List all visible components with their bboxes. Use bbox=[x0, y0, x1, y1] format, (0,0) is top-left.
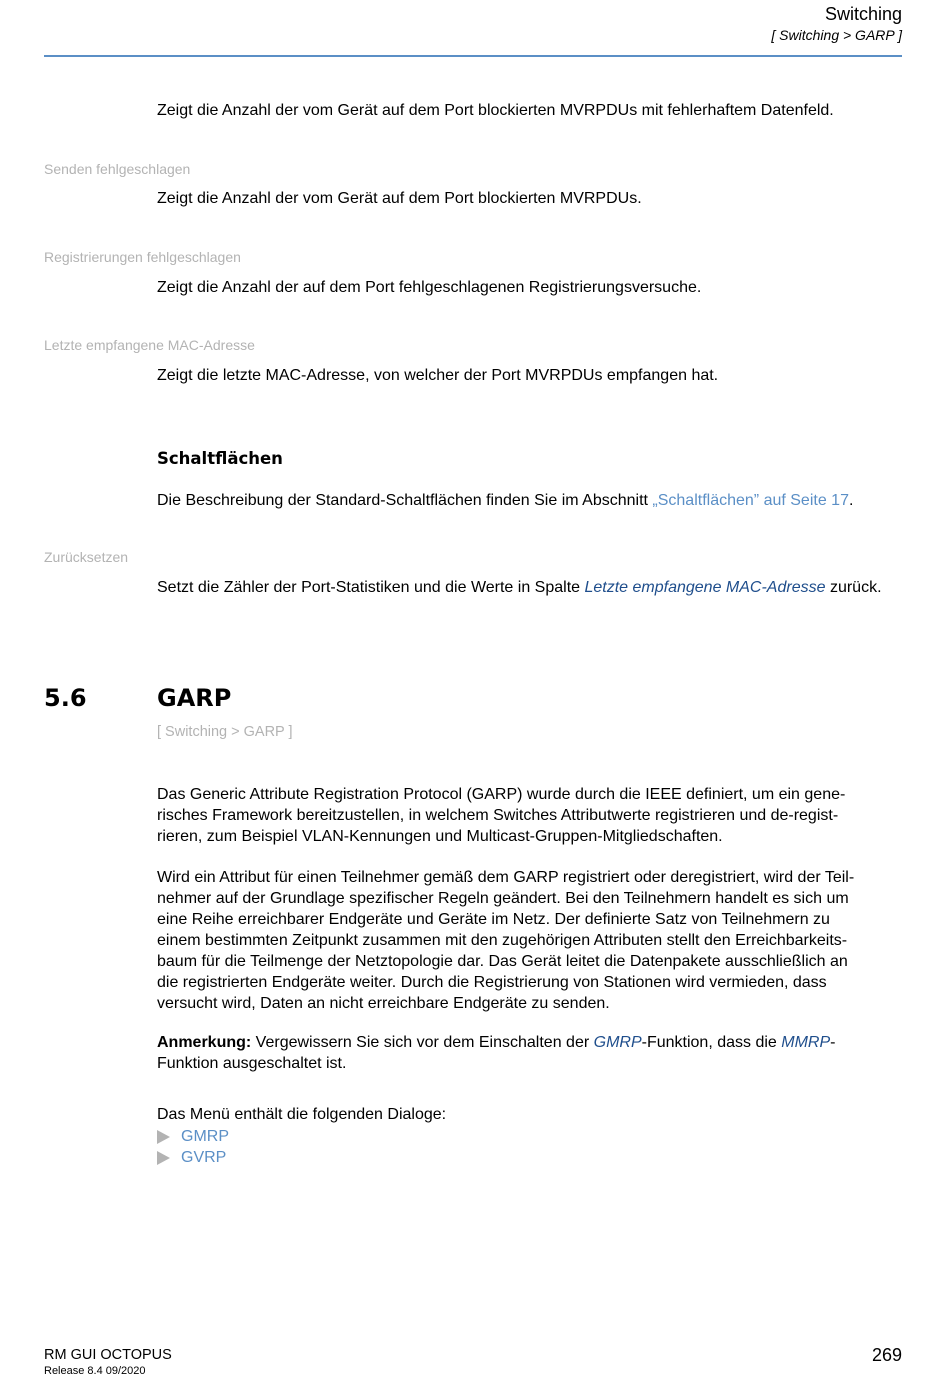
note bbox=[157, 1032, 905, 1074]
reset-description bbox=[157, 577, 905, 598]
note-line bbox=[157, 1032, 905, 1053]
entry-term: Letzte empfangene MAC-Adresse bbox=[44, 337, 255, 353]
reset-text-end: zurück. bbox=[825, 579, 882, 596]
paragraph-line: baum für die Teilmenge der Netztopologie dar. Das Gerät leitet die Datenpakete ausschließlich an bbox=[157, 953, 848, 970]
paragraph-line: einem bestimmten Zeitpunkt zusammen mit den zugehörigen Attributen stellt den Erreichbarkeits- bbox=[157, 932, 848, 949]
paragraph-line: Das Generic Attribute Registration Protocol (GARP) wurde durch die IEEE definiert, um ein gene- bbox=[157, 786, 846, 803]
buttons-text-end: . bbox=[848, 492, 854, 509]
footer-release: Release 8.4 09/2020 bbox=[44, 1365, 146, 1377]
paragraph-line: die registrierten Endgeräte weiter. Durch die Registrierung von Stationen wird vermieden, dass bbox=[157, 974, 827, 991]
triangle-bullet-icon bbox=[157, 1151, 170, 1165]
paragraph-line: nehmer auf der Grundlage spezifischer Regeln geändert. Bei den Teilnehmern handelt es sich um bbox=[157, 890, 849, 907]
entry-term: Senden fehlgeschlagen bbox=[44, 161, 191, 177]
paragraph-line: versucht wird, Daten an nicht erreichbare Endgeräte zu senden. bbox=[157, 995, 610, 1012]
entry-term: Registrierungen fehlgeschlagen bbox=[44, 249, 241, 265]
buttons-description bbox=[157, 490, 905, 511]
header-divider bbox=[44, 55, 902, 57]
paragraph-garp-intro bbox=[157, 784, 905, 847]
note-text: -Funktion, dass die bbox=[641, 1034, 782, 1051]
entry-description: Zeigt die Anzahl der auf dem Port fehlgeschlagenen Registrierungsversuche. bbox=[157, 279, 702, 296]
note-line: Funktion ausgeschaltet ist. bbox=[157, 1055, 347, 1072]
paragraph-line: eine Reihe erreichbarer Endgeräte und Geräte im Netz. Der definierte Satz von Teilnehmern zu bbox=[157, 911, 830, 928]
paragraph-line: risches Framework bereitzustellen, in welchem Switches Attributwerte registrieren und de-regist- bbox=[157, 807, 839, 824]
dialog-link-gvrp[interactable] bbox=[157, 1147, 229, 1168]
dialog-link-gmrp[interactable] bbox=[157, 1126, 229, 1147]
mac-address-column-link[interactable]: Letzte empfangene MAC-Adresse bbox=[584, 579, 826, 596]
footer-product: RM GUI OCTOPUS bbox=[44, 1347, 172, 1363]
buttons-page-link[interactable]: „Schaltflächen” auf Seite 17 bbox=[652, 492, 849, 509]
section-number: 5.6 bbox=[44, 684, 87, 712]
paragraph-garp-participants bbox=[157, 867, 905, 1014]
buttons-text: Die Beschreibung der Standard-Schaltflächen finden Sie im Abschnitt bbox=[157, 492, 653, 509]
entry-description: Zeigt die Anzahl der vom Gerät auf dem Port blockierten MVRPDUs. bbox=[157, 190, 642, 207]
reset-term: Zurücksetzen bbox=[44, 549, 129, 565]
running-header-breadcrumb: [ Switching > GARP ] bbox=[771, 27, 902, 43]
section-title: GARP bbox=[157, 684, 232, 712]
dialog-list bbox=[157, 1126, 229, 1168]
note-text: - bbox=[830, 1034, 836, 1051]
page-number: 269 bbox=[871, 1345, 902, 1365]
note-label: Anmerkung: bbox=[157, 1034, 252, 1051]
menu-intro: Das Menü enthält die folgenden Dialoge: bbox=[157, 1106, 447, 1123]
note-text: Vergewissern Sie sich vor dem Einschalten der bbox=[251, 1034, 594, 1051]
mmrp-function-link[interactable]: MMRP bbox=[781, 1034, 831, 1051]
paragraph-line: Wird ein Attribut für einen Teilnehmer gemäß dem GARP registriert oder deregistriert, wird der Teil- bbox=[157, 869, 855, 886]
subsection-heading: Schaltflächen bbox=[157, 449, 283, 468]
entry-description: Zeigt die letzte MAC-Adresse, von welcher der Port MVRPDUs empfangen hat. bbox=[157, 367, 719, 384]
reset-text: Setzt die Zähler der Port-Statistiken und die Werte in Spalte bbox=[157, 579, 585, 596]
section-path: [ Switching > GARP ] bbox=[157, 724, 293, 740]
entry-description: Zeigt die Anzahl der vom Gerät auf dem Port blockierten MVRPDUs mit fehlerhaftem Datenfeld. bbox=[157, 102, 834, 119]
dialog-link-label[interactable]: GVRP bbox=[181, 1148, 227, 1166]
triangle-bullet-icon bbox=[157, 1130, 170, 1144]
paragraph-line: rieren, zum Beispiel VLAN-Kennungen und Multicast-Gruppen-Mitgliedschaften. bbox=[157, 828, 723, 845]
running-header-title: Switching bbox=[824, 4, 902, 24]
dialog-link-label[interactable]: GMRP bbox=[181, 1127, 229, 1145]
gmrp-function-link[interactable]: GMRP bbox=[593, 1034, 642, 1051]
